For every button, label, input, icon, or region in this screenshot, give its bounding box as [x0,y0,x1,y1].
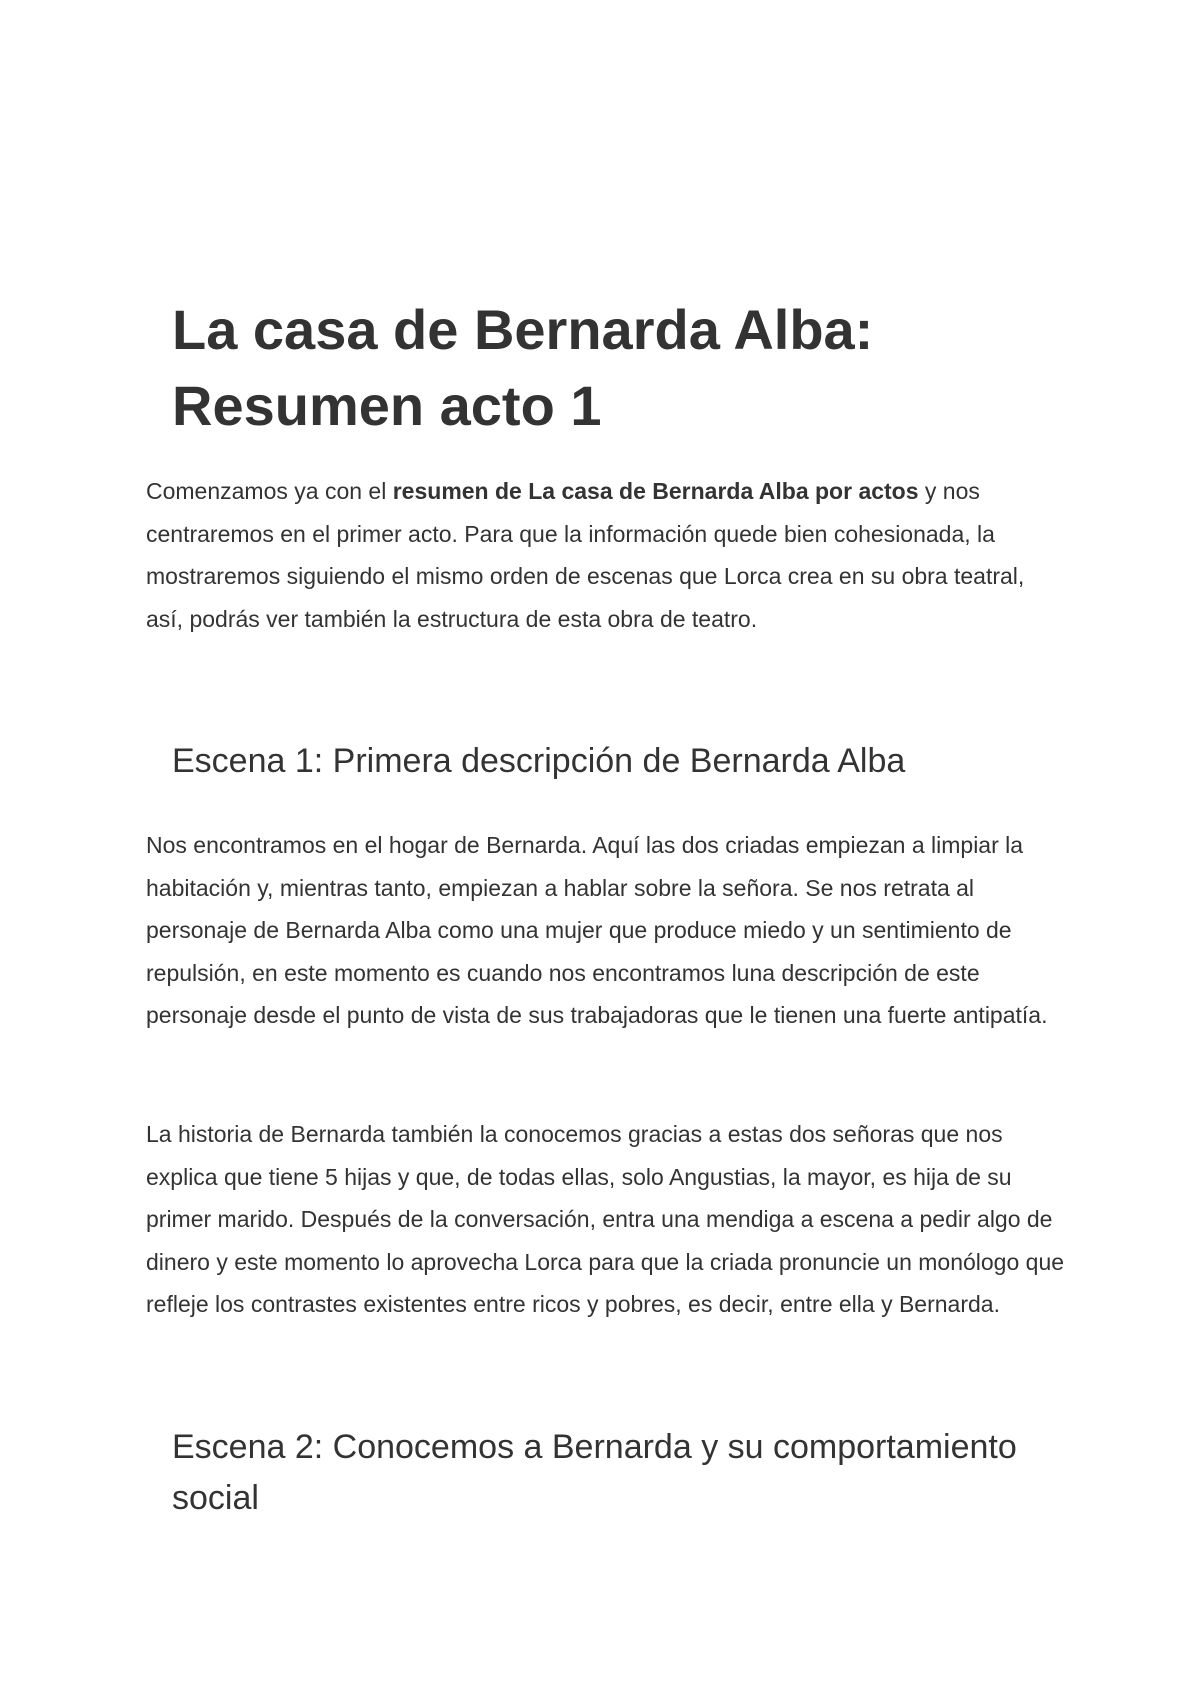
intro-text-end: y nos centraremos en el primer acto. Para que la información quede bien cohesionada, la mostraremos siguiendo el mismo orden de escenas que Lorca crea en su obra teatral, así, podrás ver también la estructura de esta obra de teatro. [146,478,1025,632]
intro-text-start: Comenzamos ya con el [146,478,393,504]
scene-1-paragraph-1: Nos encontramos en el hogar de Bernarda. Aquí las dos criadas empiezan a limpiar la habitación y, mientras tanto, empiezan a hablar sobre la señora. Se nos retrata al personaje de Bernarda Alba como una mujer que produce miedo y un sentimiento de repulsión, en este momento es cuando nos encontramos luna descripción de este personaje desde el punto de vista de sus trabajadoras que le tienen una fuerte antipatía. [146,832,1048,1029]
article-title: La casa de Bernarda Alba: Resumen acto 1 [172,298,874,437]
scene-2-heading: Escena 2: Conocemos a Bernarda y su comportamiento social [172,1428,1017,1517]
scene-1-paragraph-2: La historia de Bernarda también la conocemos gracias a estas dos señoras que nos explica que tiene 5 hijas y que, de todas ellas, solo Angustias, la mayor, es hija de su primer marido. Después de la conversación, entra una mendiga a escena a pedir algo de dinero y este momento lo aprovecha Lorca para que la criada pronuncie un monólogo que refleje los contrastes existentes entre ricos y pobres, es decir, entre ella y Bernarda. [146,1121,1065,1318]
scene-1-heading: Escena 1: Primera descripción de Bernarda Alba [172,742,906,780]
intro-paragraph [146,470,1066,640]
intro-bold-text: resumen de La casa de Bernarda Alba por actos [392,478,919,504]
